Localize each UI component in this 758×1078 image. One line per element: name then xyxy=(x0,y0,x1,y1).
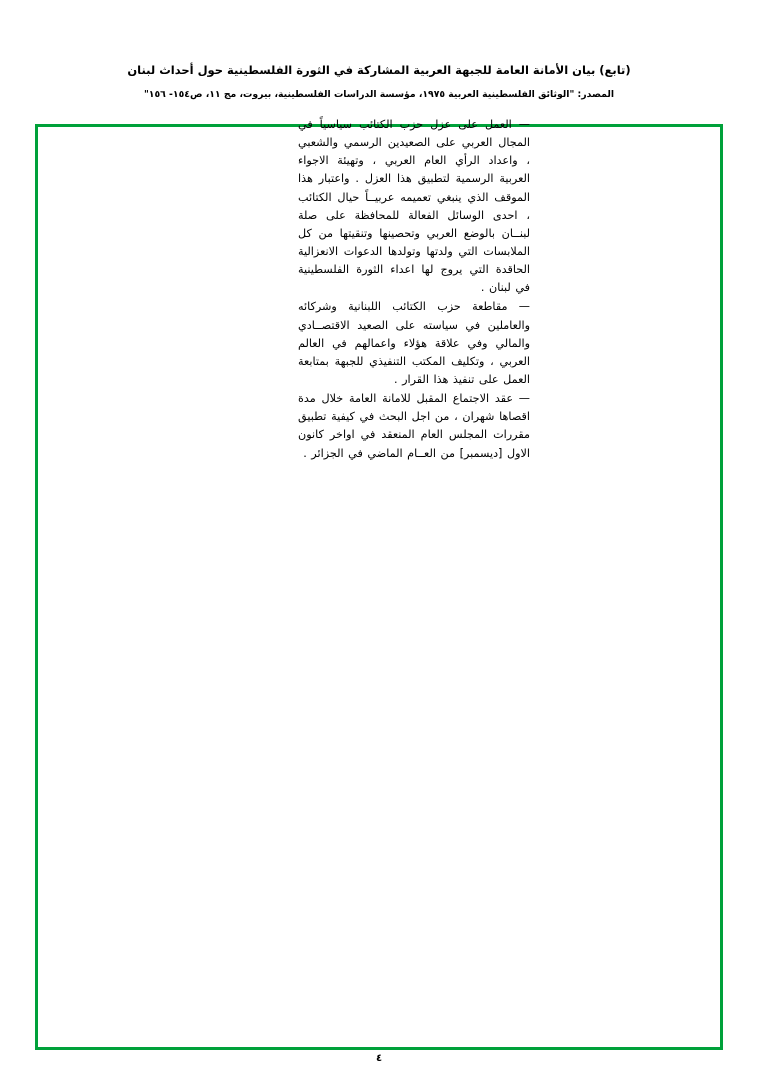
body-paragraph-2: — مقاطعة حزب الكتائب اللبنانية وشركائه والعاملين في سياسته على الصعيد الاقتصــادي والمالي وفي علاقة هؤلاء واعمالهم في العالم العربي ، وتكليف المكتب التنفيذي للجبهة بمتابعة العمل على تنفيذ هذا القرار . xyxy=(298,300,530,386)
document-header xyxy=(0,62,758,100)
body-paragraph-1: — العمل على عزل حزب الكتائب سياسياً في المجال العربي على الصعيدين الرسمي والشعبي ، واعداد الرأي العام العربي ، وتهيئة الاجواء العربية الرسمية لتطبيق هذا العزل . واعتبار هذا الموقف الذي ينبغي تعميمه عربيــاً حيال الكتائب ، احدى الوسائل الفعالة للمحافظة على صلة لبنــان بالوضع العربي وتحصينها وتنقيتها من كل الملابسات التي ولدتها وتولدها الدعوات الانعزالية الحاقدة التي يروج لها اعداء الثورة الفلسطينية في لبنان . xyxy=(298,118,530,295)
page-title: (تابع) بيان الأمانة العامة للجبهة العربية المشاركة في الثورة الفلسطينية حول أحداث لبنان xyxy=(127,63,631,77)
page-number: ٤ xyxy=(375,1053,383,1064)
source-citation: المصدر: "الوثائق الفلسطينية العربية ١٩٧٥، مؤسسة الدراسات الفلسطينية، بيروت، مج ١١، ص١٥٤- ١٥٦" xyxy=(143,89,615,101)
document-body xyxy=(298,116,530,464)
body-paragraph-3: — عقد الاجتماع المقبل للامانة العامة خلال مدة اقصاها شهران ، من اجل البحث في كيفية تطبيق مقررات المجلس العام المنعقد في اواخر كانون الاول [ديسمبر] من العــام الماضي في الجزائر . xyxy=(298,392,530,460)
